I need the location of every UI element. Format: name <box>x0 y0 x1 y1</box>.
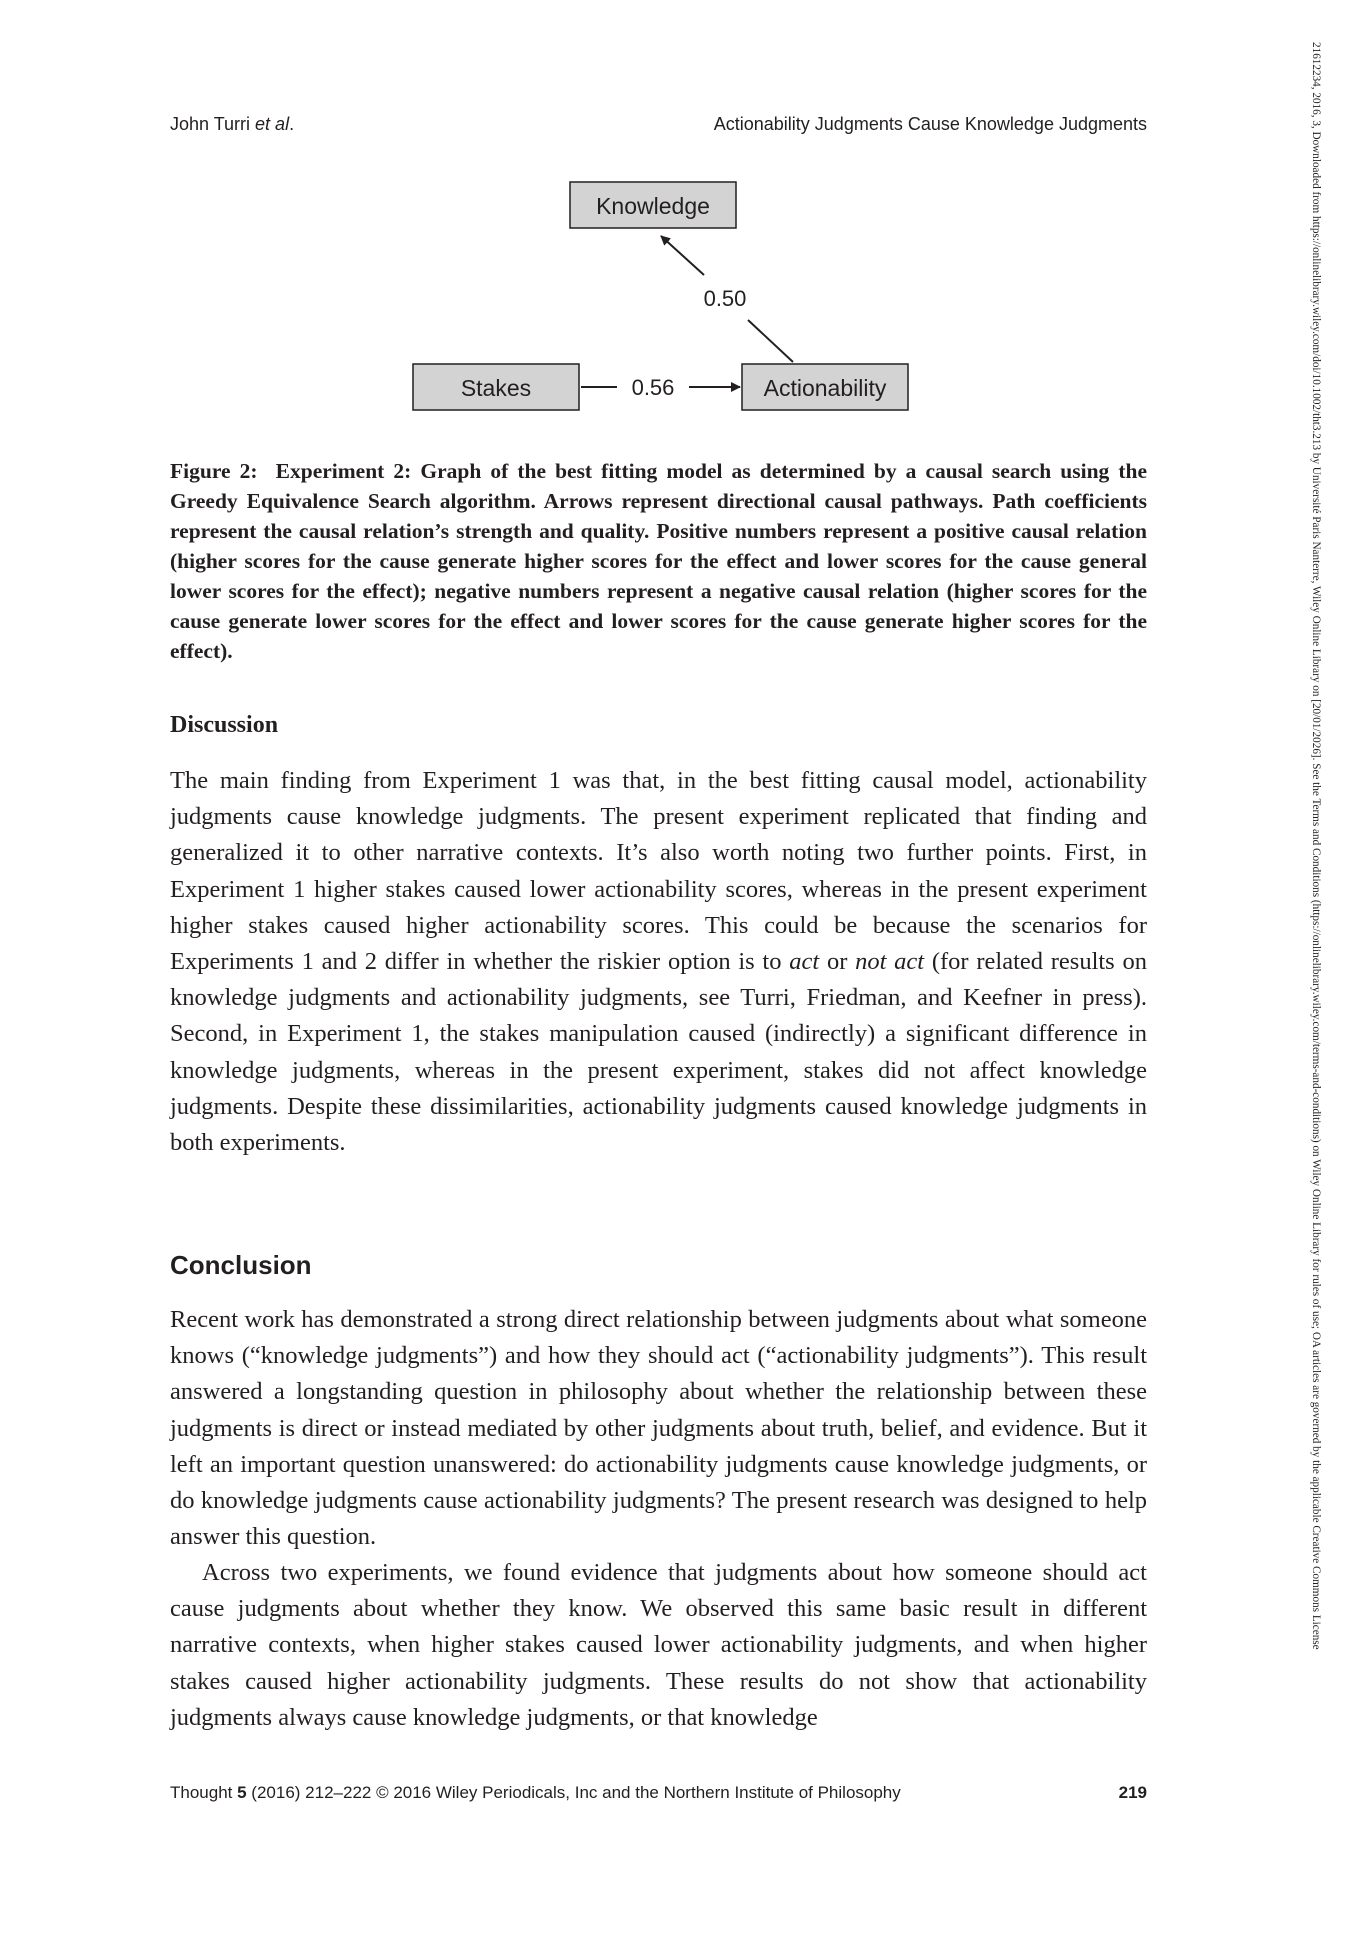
discussion-heading: Discussion <box>170 712 279 738</box>
node-actionability-label: Actionability <box>763 375 887 401</box>
footer-journal: Thought <box>170 1783 238 1802</box>
edge-actionability-knowledge-line-lower <box>748 320 793 362</box>
discussion-emphasis-not-act: not act <box>855 948 925 976</box>
node-actionability <box>742 364 908 410</box>
author-etal: et al <box>255 114 290 134</box>
figure-caption-text: Experiment 2: Graph of the best fitting model as determined by a causal search using the Greedy Equivalence Search algorithm. Arrows represent directional causal pathways. Path coefficients represent the causal relation’s strength and quality. Positive numbers represent a positive causal relation (higher scores for the cause generate higher scores for the effect and lower scores for the cause general lower scores for the effect); negative numbers represent a negative causal relation (higher scores for the cause generate lower scores for the effect and lower scores for the cause generate higher scores for the effect). <box>170 459 1148 663</box>
page-number: 219 <box>1118 1783 1147 1802</box>
discussion-emphasis-act: act <box>789 948 820 976</box>
footer-rest: (2016) 212–222 © 2016 Wiley Periodicals, Inc and the Northern Institute of Philosophy <box>246 1783 901 1802</box>
footer-volume: 5 <box>237 1783 247 1802</box>
discussion-text-a: The main finding from Experiment 1 was that, in the best fitting causal model, actionability judgments cause knowledge judgments. The present experiment replicated that finding and generalized it to other narrative contexts. It’s also worth noting two further points. First, in Experiment 1 higher stakes caused lower actionability scores, whereas in the present experiment higher stakes caused higher actionability scores. This could be because the scenarios for Experiments 1 and 2 differ in whether the riskier option is to <box>170 767 1147 976</box>
edge-actionability-knowledge <box>661 236 793 362</box>
discussion-paragraph <box>170 763 1147 1161</box>
edge-stakes-actionability <box>581 375 740 400</box>
conclusion-heading: Conclusion <box>170 1250 312 1280</box>
edge-actionability-knowledge-coefficient: 0.50 <box>703 286 747 311</box>
edge-actionability-knowledge-arrow <box>661 236 704 275</box>
discussion-text-b: or <box>819 948 856 976</box>
node-knowledge-label: Knowledge <box>596 193 710 219</box>
figure-caption <box>170 456 1147 666</box>
edge-stakes-actionability-coefficient: 0.56 <box>631 375 675 400</box>
node-stakes <box>413 364 579 410</box>
discussion-text-c: (for related results on knowledge judgments and actionability judgments, see Turri, Friedman, and Keefner in press). Second, in Experiment 1, the stakes manipulation caused (indirectly) a significant difference in knowledge judgments, whereas in the present experiment, stakes did not affect knowledge judgments. Despite these dissimilarities, actionability judgments caused knowledge judgments in both experiments. <box>170 948 1147 1157</box>
causal-diagram-svg <box>0 0 1347 440</box>
conclusion-paragraph-2: Across two experiments, we found evidence that judgments about how someone should act cause judgments about whether they know. We observed this same basic result in different narrative contexts, when higher stakes caused lower actionability judgments, and when higher stakes caused higher actionability judgments. These results do not show that actionability judgments always cause knowledge judgments, or that knowledge <box>170 1559 1147 1731</box>
figure-label: Figure 2: <box>170 459 258 483</box>
author-name: John Turri <box>170 114 256 134</box>
causal-diagram <box>0 0 1347 440</box>
page-footer-citation <box>170 1783 901 1803</box>
running-head-title: Actionability Judgments Cause Knowledge Judgments <box>713 114 1147 134</box>
node-knowledge <box>570 182 736 228</box>
download-notice: 21612234, 2016, 3, Downloaded from https://onlinelibrary.wiley.com/doi/10.1002/tht3.213 by Université Paris Nanterre, Wiley Online Library on [20/01/2026]. See the Terms and Conditions (https://onlinelibrary.wiley.com/terms-and-conditions) on Wiley Online Library for rules of use; OA articles are governed by the applicable Creative Commons License <box>1310 42 1322 1650</box>
node-stakes-label: Stakes <box>460 375 532 401</box>
author-suffix: . <box>289 114 295 134</box>
conclusion-paragraph-1: Recent work has demonstrated a strong direct relationship between judgments about what someone knows (“knowledge judgments”) and how they should act (“actionability judgments”). This result answered a longstanding question in philosophy about whether the relationship between these judgments is direct or instead mediated by other judgments about truth, belief, and evidence. But it left an important question unanswered: do actionability judgments cause knowledge judgments, or do knowledge judgments cause actionability judgments? The present research was designed to help answer this question. <box>170 1306 1147 1551</box>
